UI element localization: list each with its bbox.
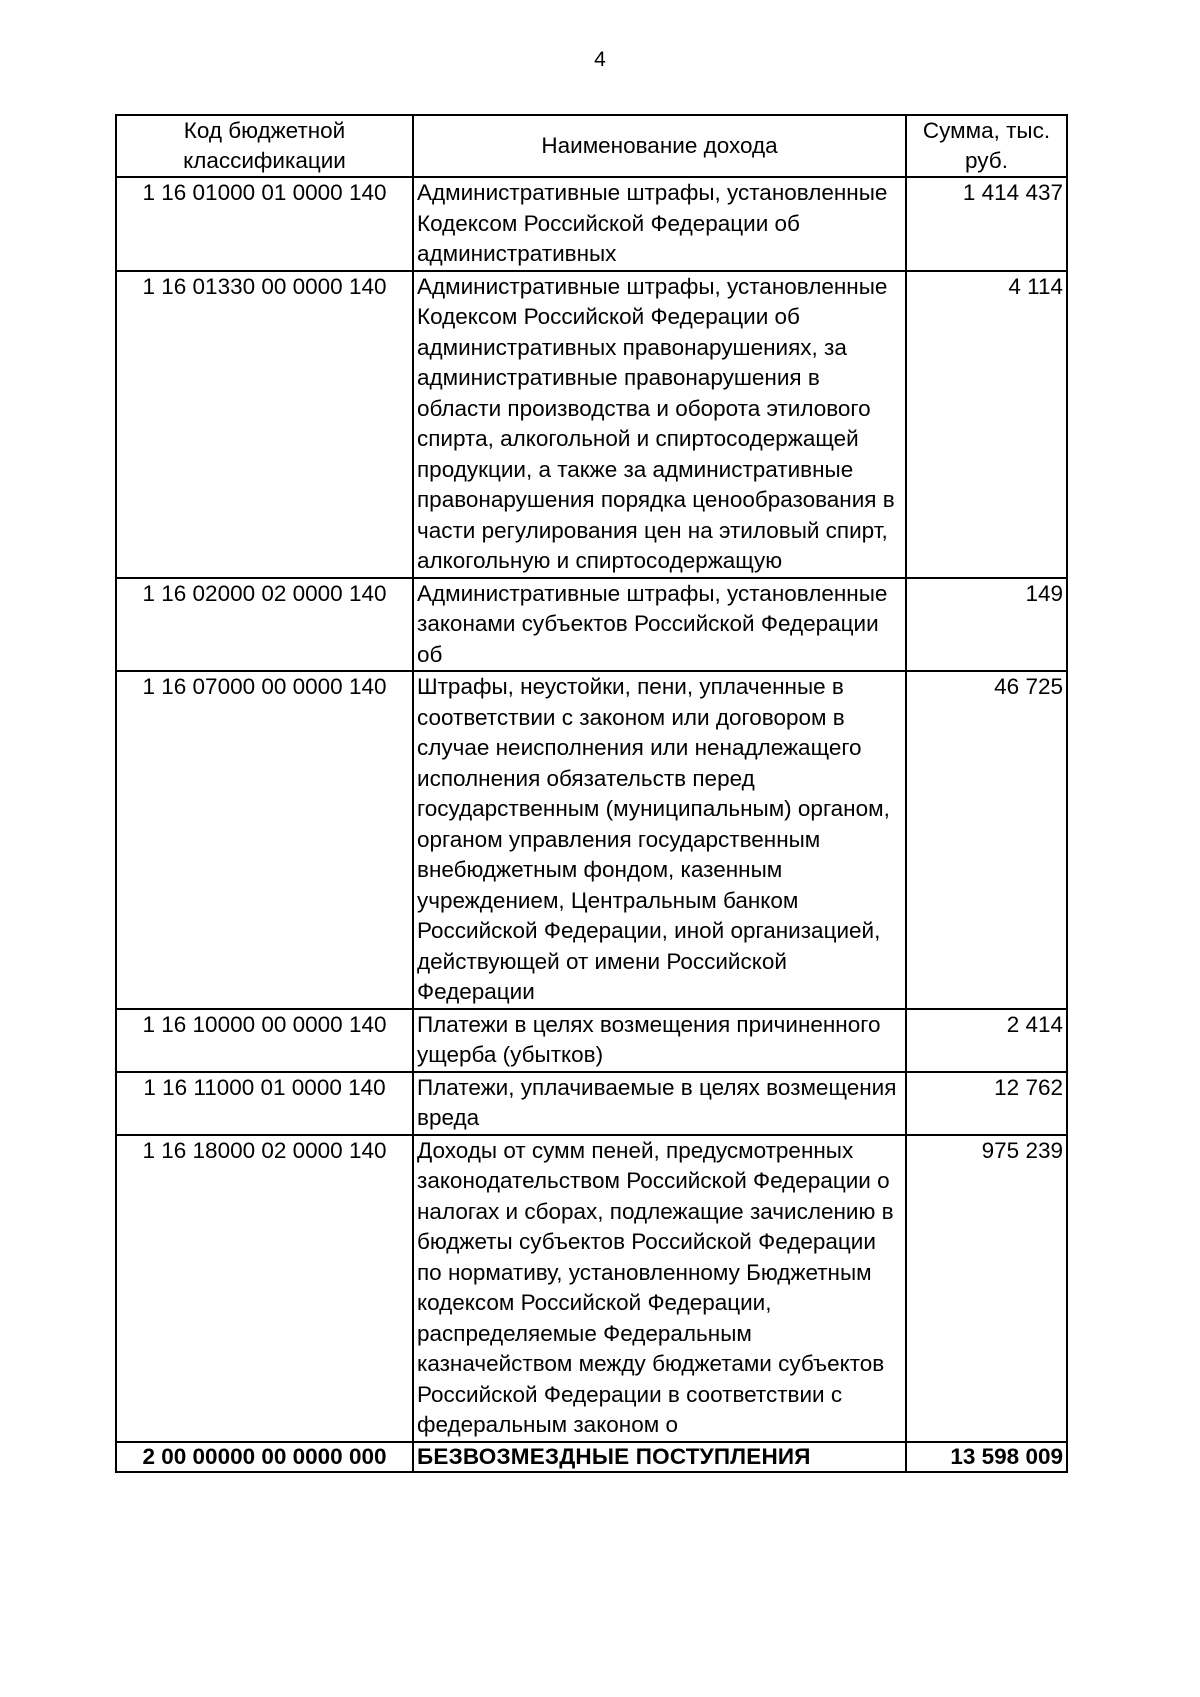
row-code: 1 16 11000 01 0000 140: [116, 1072, 413, 1135]
row-code: 1 16 10000 00 0000 140: [116, 1009, 413, 1072]
row-sum: 4 114: [906, 271, 1067, 578]
table-total-row: [116, 1442, 1067, 1472]
header-name: Наименование дохода: [413, 115, 906, 177]
header-sum: Сумма, тыс. руб.: [906, 115, 1067, 177]
budget-income-table: [115, 114, 1068, 1473]
row-sum: 46 725: [906, 671, 1067, 1009]
table-row: [116, 271, 1067, 578]
row-sum: 1 414 437: [906, 177, 1067, 271]
row-code: 1 16 18000 02 0000 140: [116, 1135, 413, 1442]
table-row: [116, 177, 1067, 271]
table-row: [116, 1072, 1067, 1135]
total-name: БЕЗВОЗМЕЗДНЫЕ ПОСТУПЛЕНИЯ: [413, 1442, 906, 1472]
table-header-row: [116, 115, 1067, 177]
table-row: [116, 671, 1067, 1009]
row-sum: 975 239: [906, 1135, 1067, 1442]
row-name: Административные штрафы, установленные Кодексом Российской Федерации об административных: [413, 177, 906, 271]
row-name: Платежи, уплачиваемые в целях возмещения вреда: [413, 1072, 906, 1135]
total-code: 2 00 00000 00 0000 000: [116, 1442, 413, 1472]
row-code: 1 16 01330 00 0000 140: [116, 271, 413, 578]
row-code: 1 16 02000 02 0000 140: [116, 578, 413, 672]
row-name: Административные штрафы, установленные Кодексом Российской Федерации об административных правонарушениях, за административные правонарушения в области производства и оборота этилового спирта, алкогольной и спиртосодержащей продукции, а также за административные правонарушения порядка ценообразования в части регулирования цен на этиловый спирт, алкогольную и спиртосодержащую: [413, 271, 906, 578]
row-sum: 149: [906, 578, 1067, 672]
row-name: Административные штрафы, установленные законами субъектов Российской Федерации об: [413, 578, 906, 672]
row-code: 1 16 01000 01 0000 140: [116, 177, 413, 271]
header-code: Код бюджетной классификации: [116, 115, 413, 177]
page-number: 4: [594, 48, 606, 71]
row-sum: 12 762: [906, 1072, 1067, 1135]
table-row: [116, 578, 1067, 672]
row-name: Штрафы, неустойки, пени, уплаченные в соответствии с законом или договором в случае неисполнения или ненадлежащего исполнения обязательств перед государственным (муниципальным) органом, органом управления государственным внебюджетным фондом, казенным учреждением, Центральным банком Российской Федерации, иной организацией, действующей от имени Российской Федерации: [413, 671, 906, 1009]
table-row: [116, 1009, 1067, 1072]
row-code: 1 16 07000 00 0000 140: [116, 671, 413, 1009]
row-name: Доходы от сумм пеней, предусмотренных законодательством Российской Федерации о налогах и сборах, подлежащие зачислению в бюджеты субъектов Российской Федерации по нормативу, установленному Бюджетным кодексом Российской Федерации, распределяемые Федеральным казначейством между бюджетами субъектов Российской Федерации в соответствии с федеральным законом о: [413, 1135, 906, 1442]
table-row: [116, 1135, 1067, 1442]
row-name: Платежи в целях возмещения причиненного ущерба (убытков): [413, 1009, 906, 1072]
row-sum: 2 414: [906, 1009, 1067, 1072]
total-sum: 13 598 009: [906, 1442, 1067, 1472]
